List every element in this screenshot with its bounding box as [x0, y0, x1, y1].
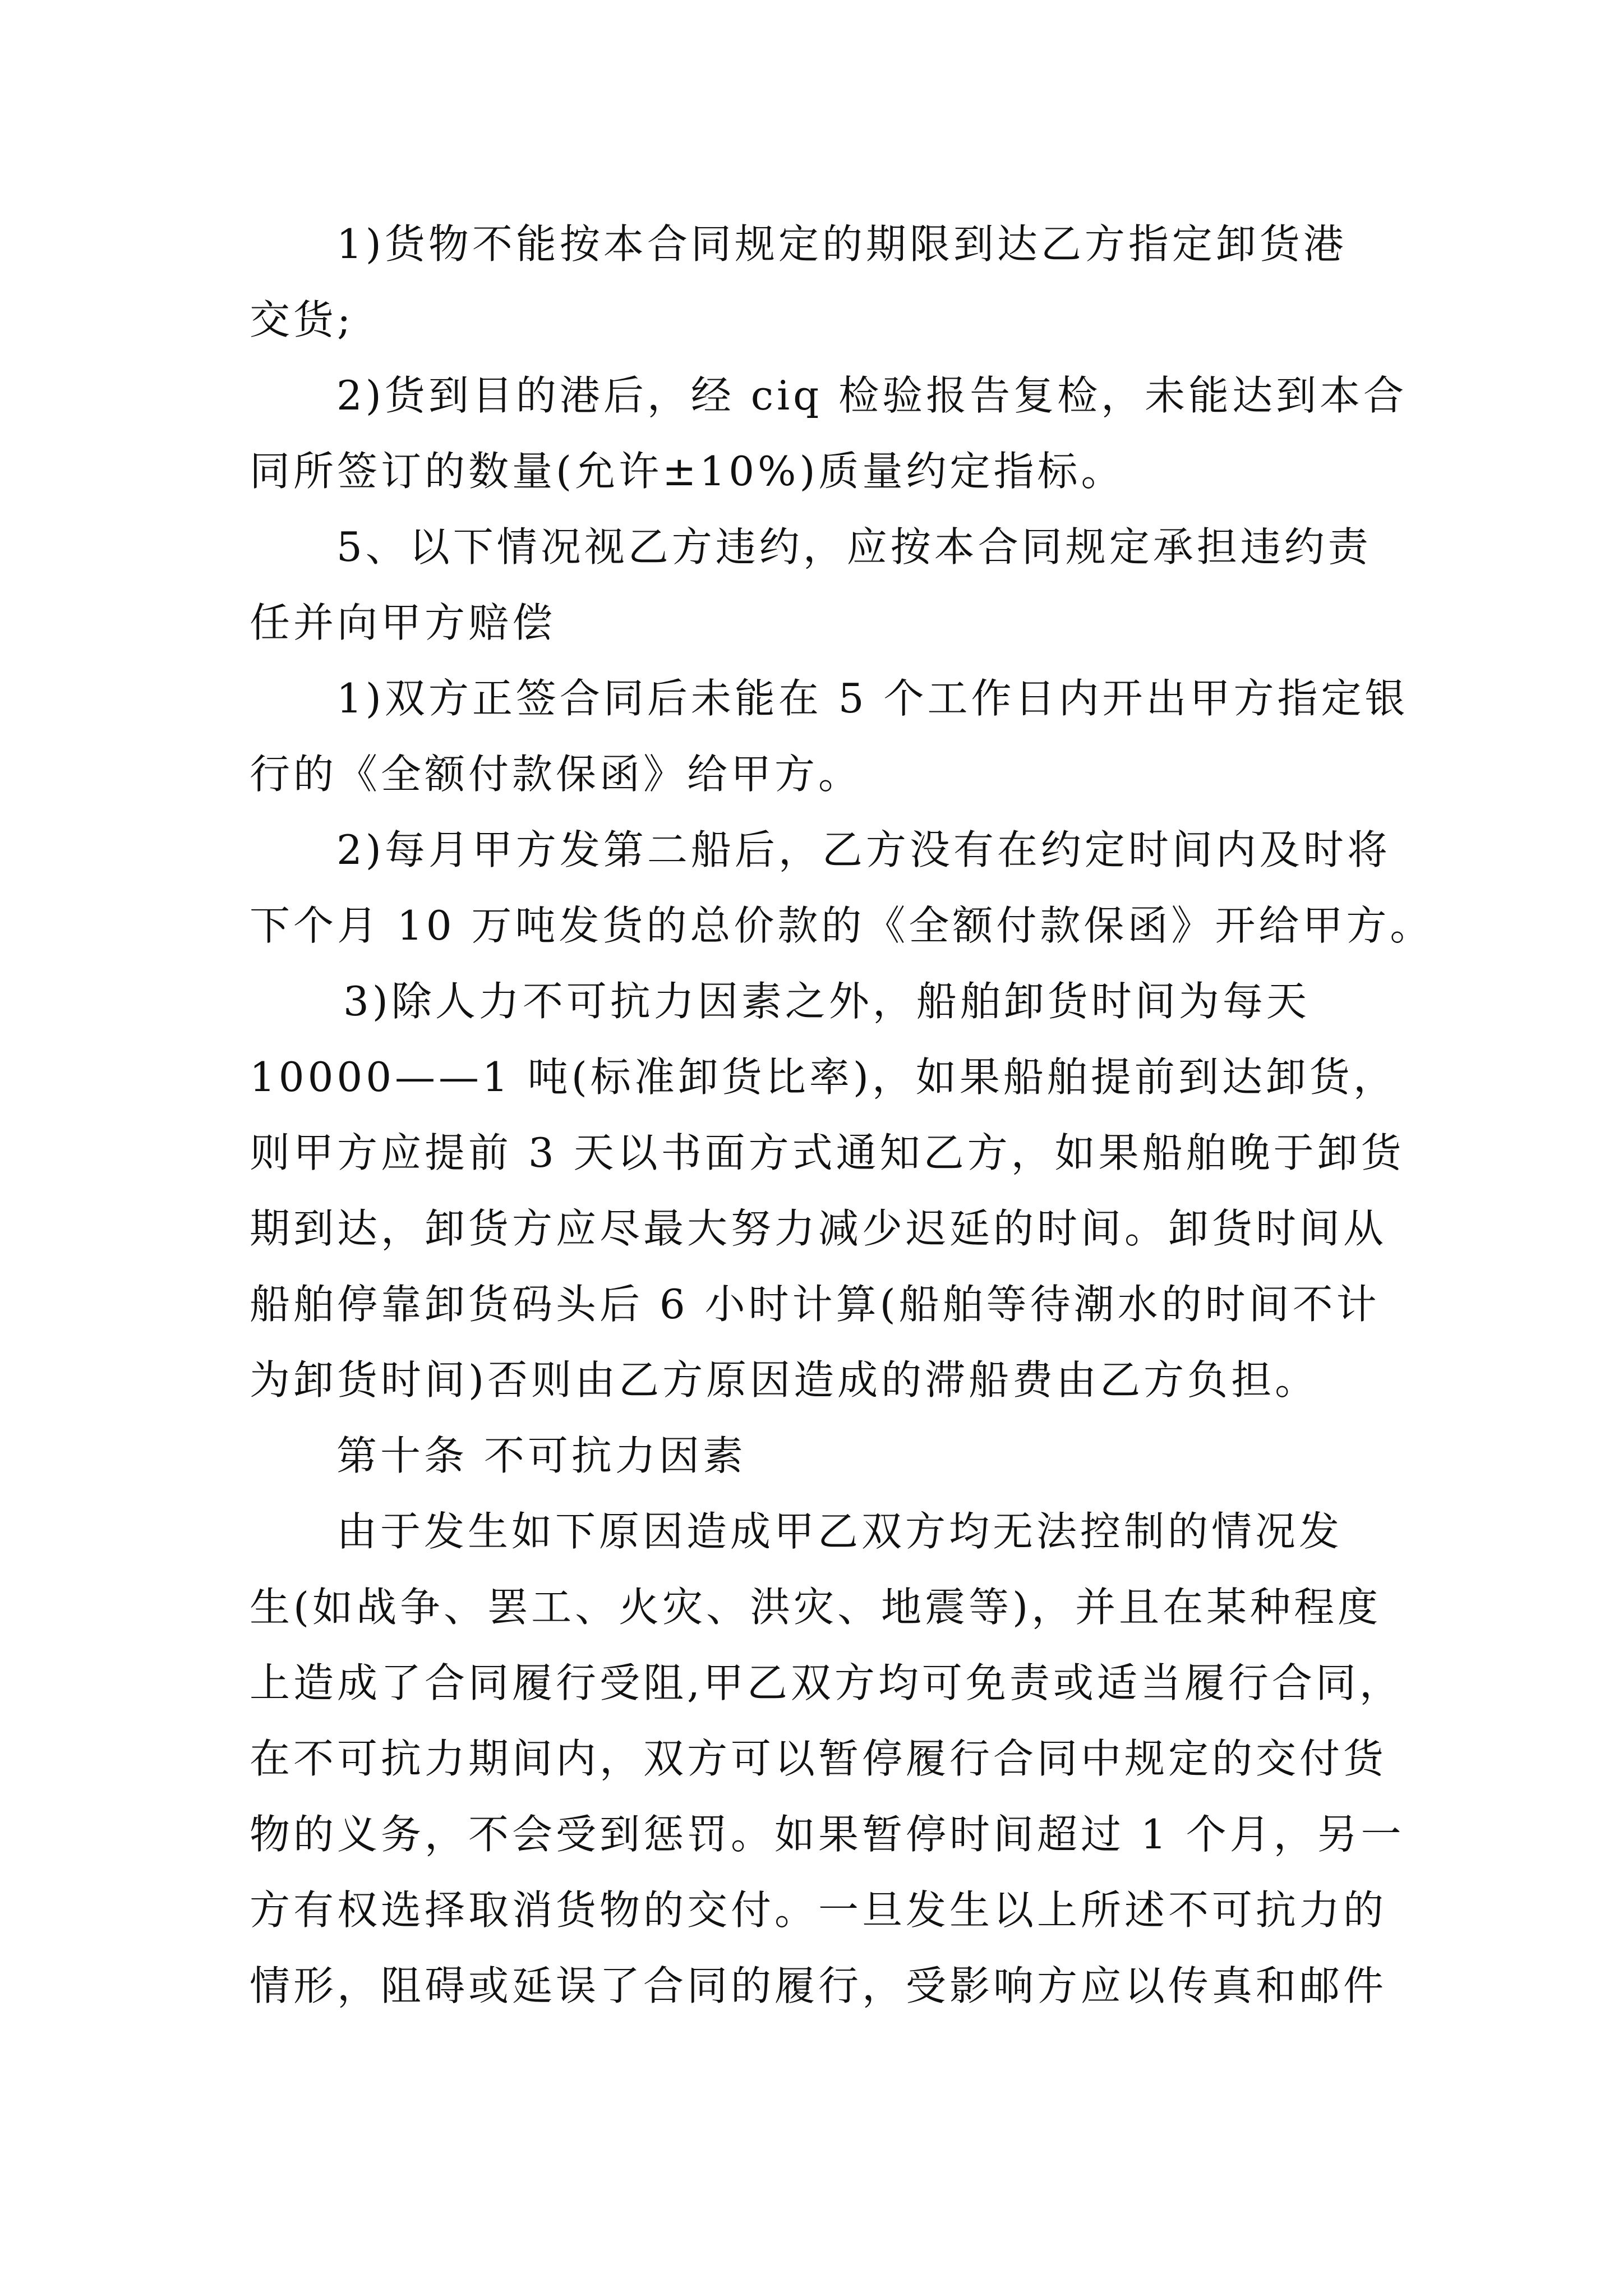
text-line: 同所签订的数量(允许±10%)质量约定指标。 [250, 448, 1125, 495]
text-line: 5、以下情况视乙方违约，应按本合同规定承担违约责 [336, 523, 1372, 570]
text-line: 2)每月甲方发第二船后，乙方没有在约定时间内及时将 [336, 826, 1391, 873]
text-line: 情形，阻碍或延误了合同的履行，受影响方应以传真和邮件 [250, 1962, 1387, 2009]
text-line: 上造成了合同履行受阻,甲乙双方均可免责或适当履行合同， [250, 1659, 1403, 1706]
text-line: 由于发生如下原因造成甲乙双方均无法控制的情况发 [336, 1508, 1343, 1555]
text-line: 船舶停靠卸货码头后 6 小时计算(船舶等待潮水的时间不计 [250, 1281, 1380, 1328]
text-line: 生(如战争、罢工、火灾、洪灾、地震等)，并且在某种程度 [250, 1584, 1382, 1631]
text-line: 1)货物不能按本合同规定的期限到达乙方指定卸货港 [336, 220, 1347, 268]
text-line: 期到达，卸货方应尽最大努力减少迟延的时间。卸货时间从 [250, 1205, 1387, 1252]
text-line: 1)双方正签合同后未能在 5 个工作日内开出甲方指定银 [336, 675, 1409, 722]
text-line: 3)除人力不可抗力因素之外，船舶卸货时间为每天 [343, 978, 1310, 1025]
text-line: 则甲方应提前 3 天以书面方式通知乙方，如果船舶晚于卸货 [250, 1129, 1405, 1176]
text-line: 方有权选择取消货物的交付。一旦发生以上所述不可抗力的 [250, 1887, 1387, 1934]
text-line: 2)货到目的港后，经 ciq 检验报告复检，未能达到本合 [336, 372, 1408, 419]
text-line: 行的《全额付款保函》给甲方。 [250, 751, 863, 798]
section-heading: 第十条 不可抗力因素 [336, 1432, 746, 1479]
text-line: 下个月 10 万吨发货的总价款的《全额付款保函》开给甲方。 [250, 902, 1434, 949]
text-line: 交货; [250, 296, 354, 343]
text-line: 任并向甲方赔偿 [250, 599, 556, 646]
text-line: 在不可抗力期间内，双方可以暂停履行合同中规定的交付货 [250, 1735, 1387, 1782]
text-line: 为卸货时间)否则由乙方原因造成的滞船费由乙方负担。 [250, 1356, 1319, 1404]
text-line: 物的义务，不会受到惩罚。如果暂停时间超过 1 个月，另一 [250, 1811, 1405, 1858]
text-line: 10000——1 吨(标准卸货比率)，如果船舶提前到达卸货， [250, 1053, 1397, 1101]
